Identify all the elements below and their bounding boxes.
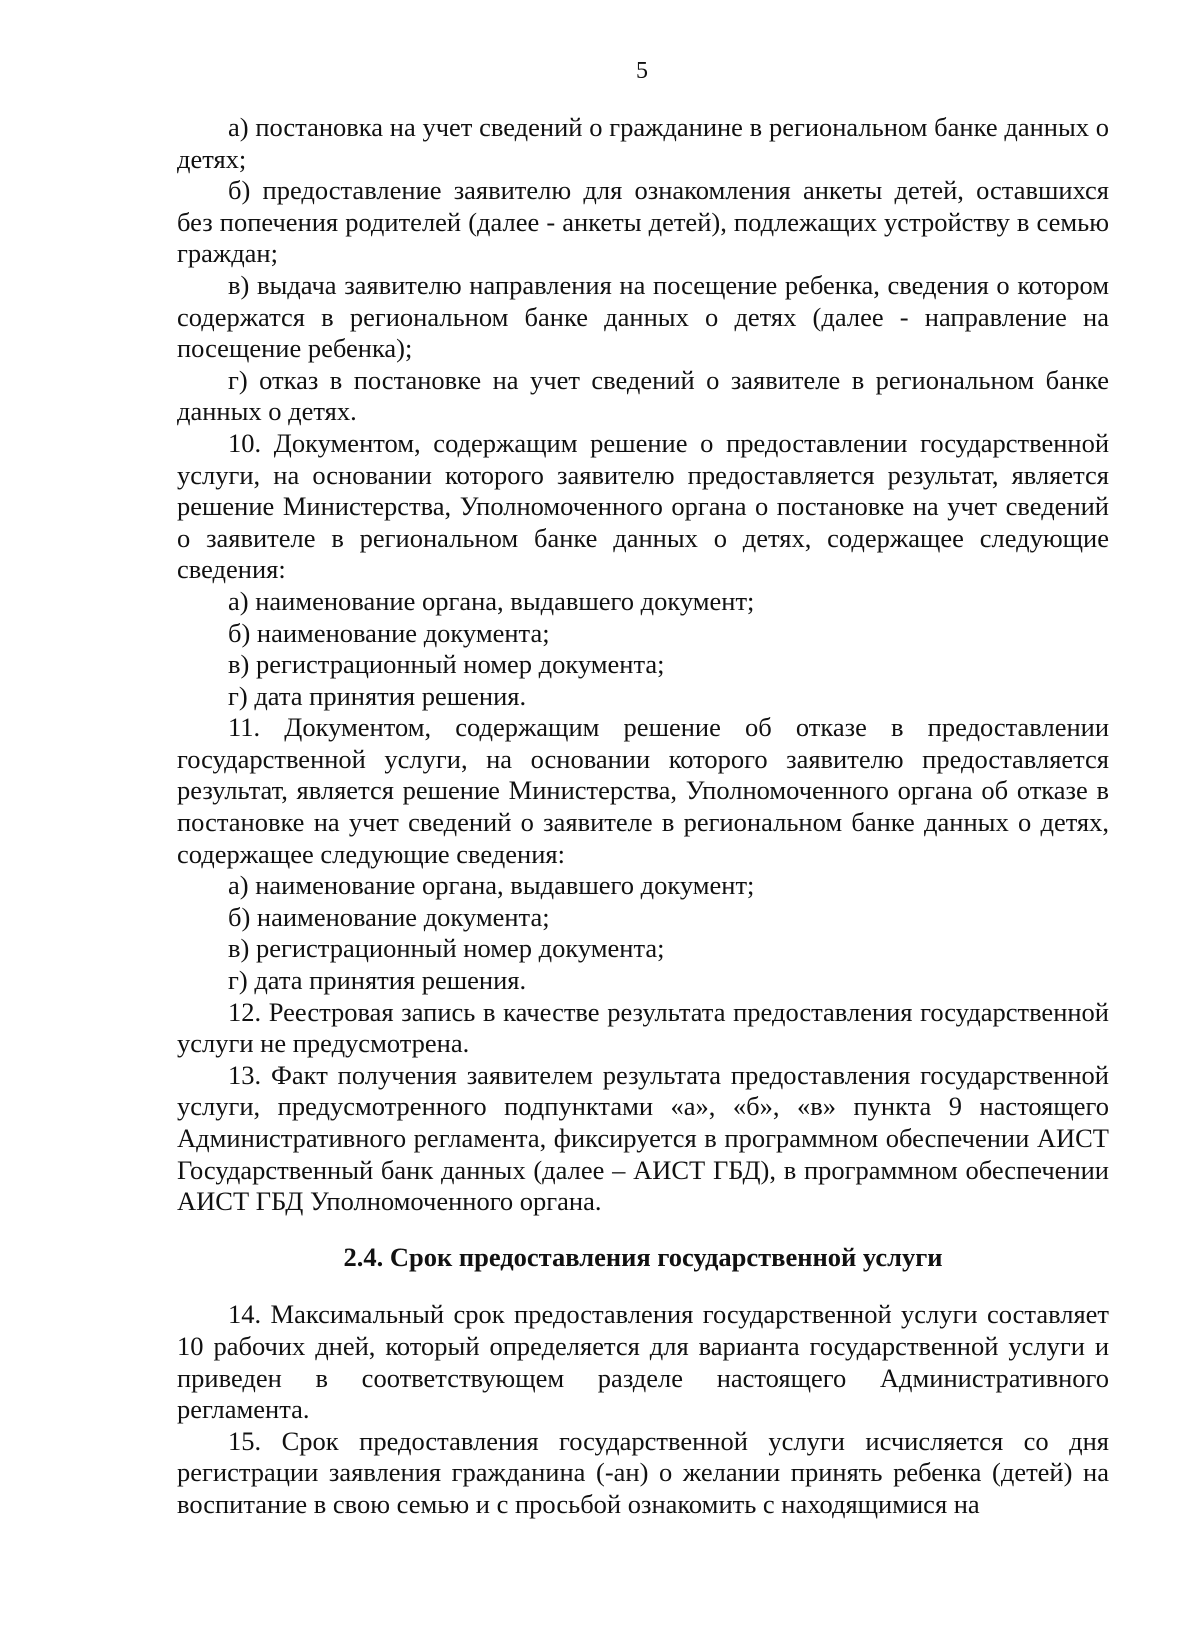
paragraph-14: 14. Максимальный срок предоставления государственной услуги составляет 10 рабочих дней, который определяется для варианта государственной услуги и приведен в соответствующем разделе настоящего Административного регламента. <box>177 1299 1109 1425</box>
paragraph-12: 12. Реестровая запись в качестве результата предоставления государственной услуги не предусмотрена. <box>177 996 1109 1059</box>
paragraph-10c: в) регистрационный номер документа; <box>228 649 665 680</box>
paragraph-10b: б) наименование документа; <box>228 617 550 648</box>
paragraph-15: 15. Срок предоставления государственной услуги исчисляется со дня регистрации заявления гражданина (-ан) о желании принять ребенка (детей) на воспитание в свою семью и с просьбой ознакомить с находящимися на <box>177 1425 1109 1519</box>
paragraph-9a: а) постановка на учет сведений о гражданине в региональном банке данных о детях; <box>177 112 1109 174</box>
paragraph-10d: г) дата принятия решения. <box>228 680 527 711</box>
paragraph-11a: а) наименование органа, выдавшего документ; <box>228 870 755 901</box>
section-heading: 2.4. Срок предоставления государственной услуги <box>343 1241 943 1272</box>
paragraph-9c: в) выдача заявителю направления на посещение ребенка, сведения о котором содержатся в региональном банке данных о детях (далее - направление на посещение ребенка); <box>177 269 1109 364</box>
paragraph-11d: г) дата принятия решения. <box>228 965 527 996</box>
paragraph-13: 13. Факт получения заявителем результата предоставления государственной услуги, предусмотренного подпунктами «а», «б», «в» пункта 9 настоящего Административного регламента, фиксируется в программном обеспечении АИСТ Государственный банк данных (далее – АИСТ ГБД), в программном обеспечении АИСТ ГБД Уполномоченного органа. <box>177 1059 1109 1217</box>
paragraph-9d: г) отказ в постановке на учет сведений о заявителе в региональном банке данных о детях. <box>177 364 1109 427</box>
paragraph-9b: б) предоставление заявителю для ознакомления анкеты детей, оставшихся без попечения родителей (далее - анкеты детей), подлежащих устройству в семью граждан; <box>177 175 1109 269</box>
page-number: 5 <box>636 58 648 84</box>
paragraph-10a: а) наименование органа, выдавшего документ; <box>228 585 755 616</box>
paragraph-11: 11. Документом, содержащим решение об отказе в предоставлении государственной услуги, на основании которого заявителю предоставляется результат, является решение Министерства, Уполномоченного органа об отказе в постановке на учет сведений о заявителе в региональном банке данных о детях, содержащее следующие сведения: <box>177 712 1109 869</box>
paragraph-10: 10. Документом, содержащим решение о предоставлении государственной услуги, на основании которого заявителю предоставляется результат, является решение Министерства, Уполномоченного органа о постановке на учет сведений о заявителе в региональном банке данных о детях, содержащее следующие сведения: <box>177 427 1109 585</box>
paragraph-11b: б) наименование документа; <box>228 901 550 932</box>
paragraph-11c: в) регистрационный номер документа; <box>228 933 665 964</box>
document-body <box>177 112 1109 1521</box>
